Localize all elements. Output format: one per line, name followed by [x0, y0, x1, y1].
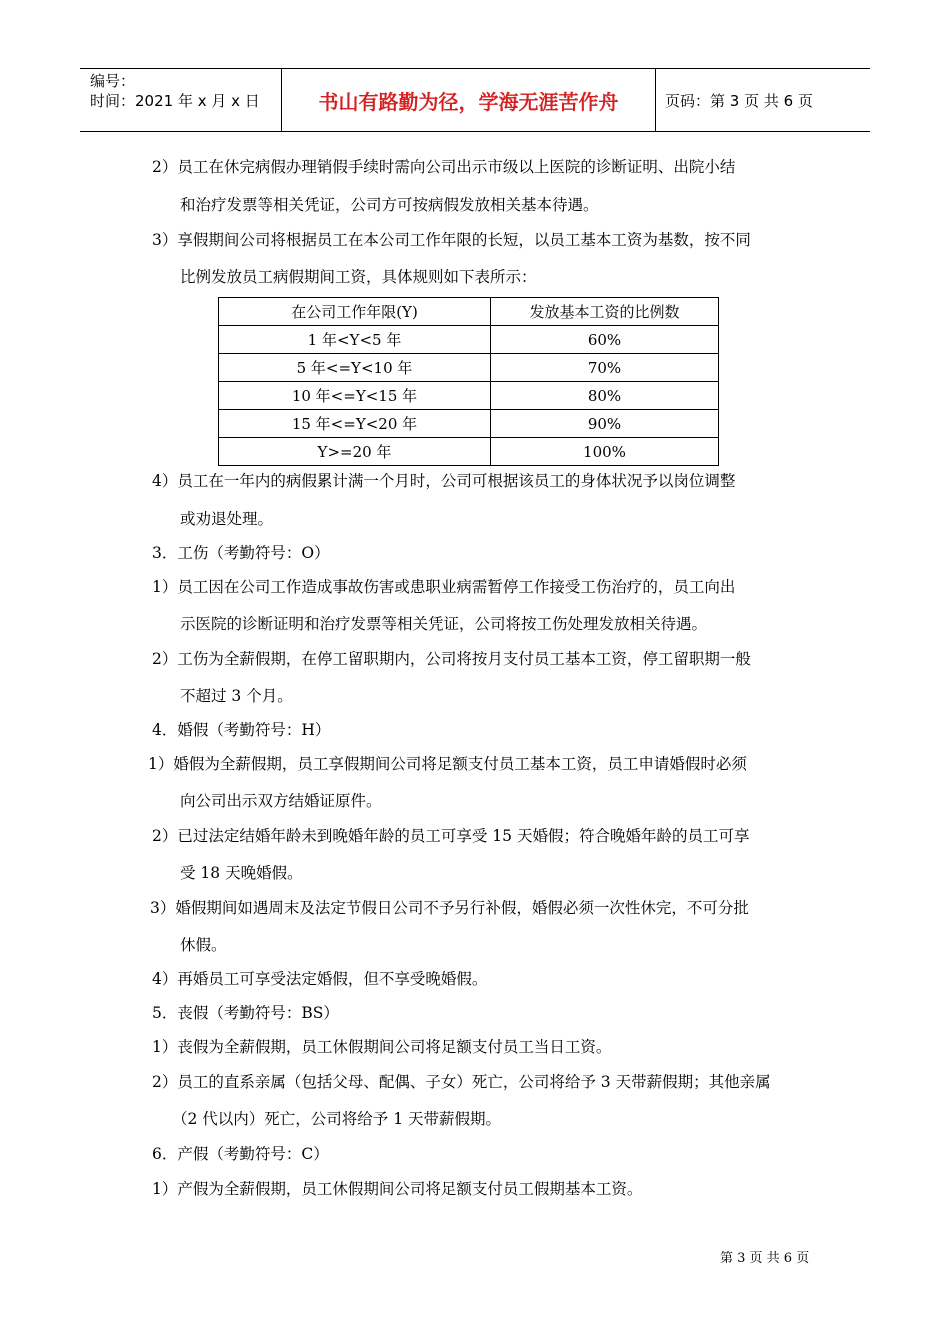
paragraph-line: 不超过 3 个月。 [180, 687, 293, 705]
table-cell: 100% [491, 438, 719, 466]
section-heading: 4．婚假（考勤符号：H） [152, 721, 331, 739]
table-row [219, 326, 719, 354]
paragraph-line: 比例发放员工病假期间工资，具体规则如下表所示： [180, 268, 537, 286]
table-cell: 70% [491, 354, 719, 382]
table-cell: 5 年<=Y<10 年 [219, 354, 491, 382]
date-label: 时间：2021 年 x 月 x 日 [90, 92, 260, 110]
table-header-cell: 发放基本工资的比例数 [491, 298, 719, 326]
paragraph-line: 或劝退处理。 [180, 510, 274, 528]
table-cell: 90% [491, 410, 719, 438]
table-row [219, 354, 719, 382]
paragraph-line: 1）员工因在公司工作造成事故伤害或患职业病需暂停工作接受工伤治疗的，员工向出 [152, 578, 736, 596]
paragraph-line: 1）产假为全薪假期，员工休假期间公司将足额支付员工假期基本工资。 [152, 1180, 643, 1198]
section-heading: 6．产假（考勤符号：C） [152, 1145, 329, 1163]
paragraph-line: 2）员工的直系亲属（包括父母、配偶、子女）死亡，公司将给予 3 天带薪假期；其他亲属 [152, 1073, 771, 1091]
table-cell: 1 年<Y<5 年 [219, 326, 491, 354]
sick-pay-table [218, 297, 719, 466]
table-header-cell: 在公司工作年限(Y) [219, 298, 491, 326]
paragraph-line: 2）员工在休完病假办理销假手续时需向公司出示市级以上医院的诊断证明、出院小结 [152, 158, 736, 176]
page-header [80, 68, 870, 132]
paragraph-line: （2 代以内）死亡，公司将给予 1 天带薪假期。 [172, 1110, 502, 1128]
section-heading: 5．丧假（考勤符号：BS） [152, 1004, 339, 1022]
section-heading: 3．工伤（考勤符号：O） [152, 544, 330, 562]
paragraph-line: 受 18 天晚婚假。 [180, 864, 303, 882]
paragraph-line: 4）员工在一年内的病假累计满一个月时，公司可根据该员工的身体状况予以岗位调整 [152, 472, 736, 490]
table-cell: 80% [491, 382, 719, 410]
table-row [219, 410, 719, 438]
table-cell: 60% [491, 326, 719, 354]
table-header-row [219, 298, 719, 326]
paragraph-line: 2）已过法定结婚年龄未到晚婚年龄的员工可享受 15 天婚假；符合晚婚年龄的员工可享 [152, 827, 750, 845]
paragraph-line: 1）婚假为全薪假期，员工享假期间公司将足额支付员工基本工资，员工申请婚假时必须 [148, 755, 747, 773]
table-row [219, 382, 719, 410]
table-cell: Y>=20 年 [219, 438, 491, 466]
paragraph-line: 1）丧假为全薪假期，员工休假期间公司将足额支付员工当日工资。 [152, 1038, 612, 1056]
paragraph-line: 和治疗发票等相关凭证，公司方可按病假发放相关基本待遇。 [180, 196, 599, 214]
paragraph-line: 3）婚假期间如遇周末及法定节假日公司不予另行补假，婚假必须一次性休完，不可分批 [150, 899, 749, 917]
paragraph-line: 休假。 [180, 936, 227, 954]
table-cell: 10 年<=Y<15 年 [219, 382, 491, 410]
table-cell: 15 年<=Y<20 年 [219, 410, 491, 438]
header-left [80, 69, 280, 131]
paragraph-line: 示医院的诊断证明和治疗发票等相关凭证，公司将按工伤处理发放相关待遇。 [180, 615, 708, 633]
page-footer: 第 3 页 共 6 页 [720, 1251, 810, 1266]
serial-label: 编号： [90, 72, 136, 90]
paragraph-line: 2）工伤为全薪假期，在停工留职期内，公司将按月支付员工基本工资，停工留职期一般 [152, 650, 751, 668]
motto: 书山有路勤为径，学海无涯苦作舟 [281, 69, 656, 131]
paragraph-line: 3）享假期间公司将根据员工在本公司工作年限的长短，以员工基本工资为基数，按不同 [152, 231, 751, 249]
table-row [219, 438, 719, 466]
paragraph-line: 4）再婚员工可享受法定婚假，但不享受晚婚假。 [152, 970, 488, 988]
paragraph-line: 向公司出示双方结婚证原件。 [180, 792, 382, 810]
header-page-label: 页码：第 3 页 共 6 页 [665, 91, 813, 110]
